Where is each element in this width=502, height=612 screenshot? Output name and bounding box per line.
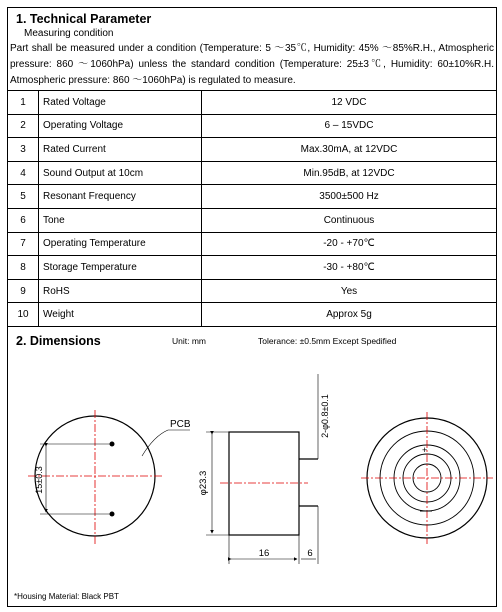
length-label: 16 — [258, 548, 270, 559]
spec-name: Sound Output at 10cm — [39, 161, 202, 185]
svg-text:+: + — [422, 445, 428, 455]
pin-diameter-label: 2-φ0.8±0.1 — [320, 394, 330, 438]
section-title: 1. Technical Parameter — [16, 12, 152, 26]
spec-name: Rated Current — [39, 138, 202, 162]
spec-name: Weight — [39, 303, 202, 327]
spec-row — [8, 161, 496, 185]
spec-value: 6 – 15VDC — [202, 114, 497, 138]
spec-value: Continuous — [202, 208, 497, 232]
spec-number: 4 — [8, 161, 39, 185]
unit-label: Unit: mm — [172, 336, 206, 346]
spec-value: 3500±500 Hz — [202, 185, 497, 209]
dimensions-section — [8, 328, 496, 606]
side-view — [198, 374, 330, 564]
measuring-condition-text: Part shall be measured under a condition (Temperature: 5 ～35℃, Humidity: 45% ～85%R.H., Atmospheric pressure: 860 ～1060hPa) unless the standard condition (Temperature: 25±3℃, Humidity: 60±10%R.H. Atmospheric pressure: 860 ～1060hPa) is regulated to measure. — [10, 43, 494, 86]
spec-number: 9 — [8, 279, 39, 303]
technical-parameter-section — [8, 8, 496, 90]
spec-name: RoHS — [39, 279, 202, 303]
front-view — [28, 410, 191, 544]
spec-number: 10 — [8, 303, 39, 327]
rear-view — [361, 412, 493, 544]
housing-material-note: *Housing Material: Black PBT — [14, 592, 119, 601]
spec-row — [8, 185, 496, 209]
pin-spacing-label: 15±0.3 — [34, 466, 44, 494]
spec-row — [8, 138, 496, 162]
spec-number: 3 — [8, 138, 39, 162]
spec-row — [8, 256, 496, 280]
spec-value: Min.95dB, at 12VDC — [202, 161, 497, 185]
spec-name: Operating Temperature — [39, 232, 202, 256]
spec-table — [8, 90, 496, 327]
spec-value: 12 VDC — [202, 91, 497, 115]
diameter-label: φ23.3 — [198, 470, 209, 496]
spec-number: 2 — [8, 114, 39, 138]
measuring-condition-label: Measuring condition — [24, 28, 114, 39]
spec-value: -30 - +80℃ — [202, 256, 497, 280]
section-title: 2. Dimensions — [16, 334, 101, 348]
spec-name: Storage Temperature — [39, 256, 202, 280]
spec-row — [8, 232, 496, 256]
spec-number: 7 — [8, 232, 39, 256]
pin-length-label: 6 — [307, 548, 313, 559]
spec-value: Approx 5g — [202, 303, 497, 327]
pcb-label: PCB — [170, 419, 191, 430]
spec-value: Yes — [202, 279, 497, 303]
dimension-drawing — [8, 328, 496, 606]
spec-row — [8, 279, 496, 303]
spec-row — [8, 303, 496, 327]
spec-number: 8 — [8, 256, 39, 280]
spec-name: Resonant Frequency — [39, 185, 202, 209]
spec-value: -20 - +70℃ — [202, 232, 497, 256]
spec-row — [8, 208, 496, 232]
spec-name: Operating Voltage — [39, 114, 202, 138]
spec-number: 6 — [8, 208, 39, 232]
spec-name: Rated Voltage — [39, 91, 202, 115]
spec-value: Max.30mA, at 12VDC — [202, 138, 497, 162]
spec-row — [8, 91, 496, 115]
datasheet — [7, 7, 497, 607]
tolerance-label: Tolerance: ±0.5mm Except Spedified — [258, 336, 397, 346]
spec-row — [8, 114, 496, 138]
spec-name: Tone — [39, 208, 202, 232]
spec-number: 1 — [8, 91, 39, 115]
spec-number: 5 — [8, 185, 39, 209]
